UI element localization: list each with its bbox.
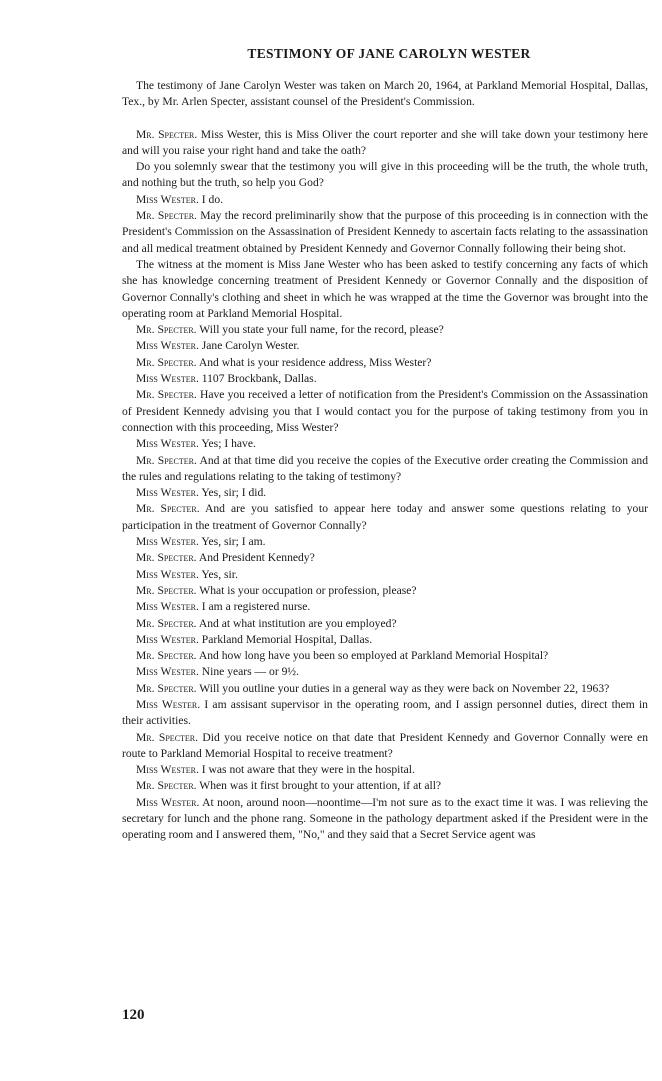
testimony-paragraph xyxy=(122,730,648,763)
document-page xyxy=(122,46,648,844)
paragraph-text: Parkland Memorial Hospital, Dallas. xyxy=(198,632,373,646)
paragraph-text: And are you satisfied to appear here today and answer some questions relating to your participation in the treatment of Governor Connally? xyxy=(122,502,648,532)
paragraph-text: Yes; I have. xyxy=(198,437,256,451)
speaker-label: Miss Wester. xyxy=(136,697,201,711)
testimony-paragraph xyxy=(122,534,648,550)
paragraph-text: I do. xyxy=(198,192,224,206)
paragraph-text: Will you state your full name, for the record, please? xyxy=(196,323,444,337)
testimony-paragraph xyxy=(122,616,648,632)
speaker-label: Mr. Specter. xyxy=(136,649,197,663)
testimony-paragraph xyxy=(122,648,648,664)
testimony-paragraph xyxy=(122,550,648,566)
testimony-paragraph xyxy=(122,159,648,192)
testimony-paragraph xyxy=(122,371,648,387)
testimony-paragraph xyxy=(122,583,648,599)
paragraph-text: Yes, sir; I did. xyxy=(198,486,267,500)
paragraph-text: Jane Carolyn Wester. xyxy=(198,339,300,353)
paragraph-text: Yes, sir. xyxy=(198,567,238,581)
speaker-label: Mr. Specter. xyxy=(136,323,197,337)
speaker-label: Mr. Specter. xyxy=(136,127,198,141)
speaker-label: Miss Wester. xyxy=(136,339,199,353)
speaker-label: Miss Wester. xyxy=(136,567,199,581)
paragraph-text: Miss Wester, this is Miss Oliver the court reporter and she will take down your testimony here and will you raise your right hand and take the oath? xyxy=(122,127,648,157)
page-title: TESTIMONY OF JANE CAROLYN WESTER xyxy=(247,46,531,61)
page-number: 120 xyxy=(122,1007,145,1023)
paragraph-text: Yes, sir; I am. xyxy=(198,535,266,549)
speaker-label: Miss Wester. xyxy=(136,795,200,809)
speaker-label: Miss Wester. xyxy=(136,437,199,451)
speaker-label: Miss Wester. xyxy=(136,665,199,679)
testimony-paragraph xyxy=(122,778,648,794)
speaker-label: Miss Wester. xyxy=(136,486,199,500)
speaker-label: Mr. Specter. xyxy=(136,730,199,744)
paragraph-text: And at that time did you receive the copies of the Executive order creating the Commission and the rules and regulations relating to the taking of testimony? xyxy=(122,453,649,483)
paragraph-text: And President Kennedy? xyxy=(196,551,315,565)
speaker-label: Mr. Specter. xyxy=(136,779,197,793)
speaker-label: Miss Wester. xyxy=(136,372,199,386)
paragraph-text: Nine years — or 9½. xyxy=(198,665,299,679)
testimony-body xyxy=(122,127,648,844)
speaker-label: Miss Wester. xyxy=(136,192,199,206)
testimony-paragraph xyxy=(122,681,648,697)
speaker-label: Miss Wester. xyxy=(136,632,199,646)
speaker-label: Miss Wester. xyxy=(136,600,199,614)
testimony-paragraph xyxy=(122,632,648,648)
paragraph-text: And how long have you been so employed at Parkland Memorial Hospital? xyxy=(196,649,549,663)
speaker-label: Mr. Specter. xyxy=(136,616,197,630)
paragraph-text: And what is your residence address, Miss Wester? xyxy=(196,355,432,369)
speaker-label: Mr. Specter. xyxy=(136,502,200,516)
testimony-paragraph xyxy=(122,664,648,680)
paragraph-text: When was it first brought to your attention, if at all? xyxy=(196,779,442,793)
paragraph-text: The witness at the moment is Miss Jane Wester who has been asked to testify concerning any facts of which she has knowledge concerning treatment of President Kennedy or Governor Connally and the disposition of Governor Connally's clothing and sheet in which he was wrapped at the time the Governor was brought into the operating room at Parkland Memorial Hospital. xyxy=(122,257,648,320)
testimony-paragraph xyxy=(122,567,648,583)
testimony-paragraph xyxy=(122,127,648,160)
speaker-label: Miss Wester. xyxy=(136,763,199,777)
paragraph-text: I was not aware that they were in the hospital. xyxy=(198,763,415,777)
speaker-label: Mr. Specter. xyxy=(136,551,197,565)
testimony-paragraph xyxy=(122,453,648,486)
speaker-label: Mr. Specter. xyxy=(136,681,197,695)
paragraph-text: May the record preliminarily show that the purpose of this proceeding is in connection with the President's Commission on the Assassination of President Kennedy to ascertain facts relating to the assassination and all medical treatment obtained by President Kennedy and Governor Connally following their being shot. xyxy=(122,209,648,255)
testimony-paragraph xyxy=(122,795,648,844)
speaker-label: Mr. Specter. xyxy=(136,209,197,223)
speaker-label: Mr. Specter. xyxy=(136,583,197,597)
speaker-label: Mr. Specter. xyxy=(136,355,197,369)
testimony-paragraph xyxy=(122,208,648,257)
testimony-paragraph xyxy=(122,338,648,354)
testimony-paragraph xyxy=(122,436,648,452)
paragraph-text: Have you received a letter of notification from the President's Commission on the Assassination of President Kennedy advising you that I would contact you for the purpose of taking testimony from you in connection with this proceeding, Miss Wester? xyxy=(122,388,648,434)
paragraph-text: 1107 Brockbank, Dallas. xyxy=(198,372,317,386)
paragraph-text: Will you outline your duties in a general way as they were back on November 22, 1963? xyxy=(196,681,610,695)
testimony-paragraph xyxy=(122,257,648,322)
intro-paragraph: The testimony of Jane Carolyn Wester was taken on March 20, 1964, at Parkland Memorial Hospital, Dallas, Tex., by Mr. Arlen Specter, assistant counsel of the President's Commission. xyxy=(122,79,648,109)
testimony-paragraph xyxy=(122,387,648,436)
speaker-label: Mr. Specter. xyxy=(136,453,197,467)
paragraph-text: At noon, around noon—noontime—I'm not sure as to the exact time it was. I was relieving the secretary for lunch and the phone rang. Someone in the pathology department asked if the President were in the operating room and I answered them, "No," and they said that a Secret Service agent was xyxy=(122,795,648,842)
paragraph-text: I am assisant supervisor in the operating room, and I assign personnel duties, direct them in their activities. xyxy=(122,697,648,728)
speaker-label: Mr. Specter. xyxy=(136,388,197,402)
paragraph-text: Do you solemnly swear that the testimony you will give in this proceeding will be the truth, the whole truth, and nothing but the truth, so help you God? xyxy=(122,160,648,190)
paragraph-text: And at what institution are you employed? xyxy=(196,616,397,630)
testimony-paragraph xyxy=(122,322,648,338)
paragraph-text: Did you receive notice on that date that President Kennedy and Governor Connally were en route to Parkland Memorial Hospital to receive treatment? xyxy=(122,730,648,760)
testimony-paragraph xyxy=(122,485,648,501)
paragraph-text: I am a registered nurse. xyxy=(198,600,311,614)
testimony-paragraph xyxy=(122,501,648,534)
testimony-paragraph xyxy=(122,599,648,615)
paragraph-text: What is your occupation or profession, please? xyxy=(196,583,417,597)
testimony-paragraph xyxy=(122,762,648,778)
testimony-paragraph xyxy=(122,192,648,208)
testimony-paragraph xyxy=(122,697,648,730)
testimony-paragraph xyxy=(122,355,648,371)
speaker-label: Miss Wester. xyxy=(136,535,199,549)
